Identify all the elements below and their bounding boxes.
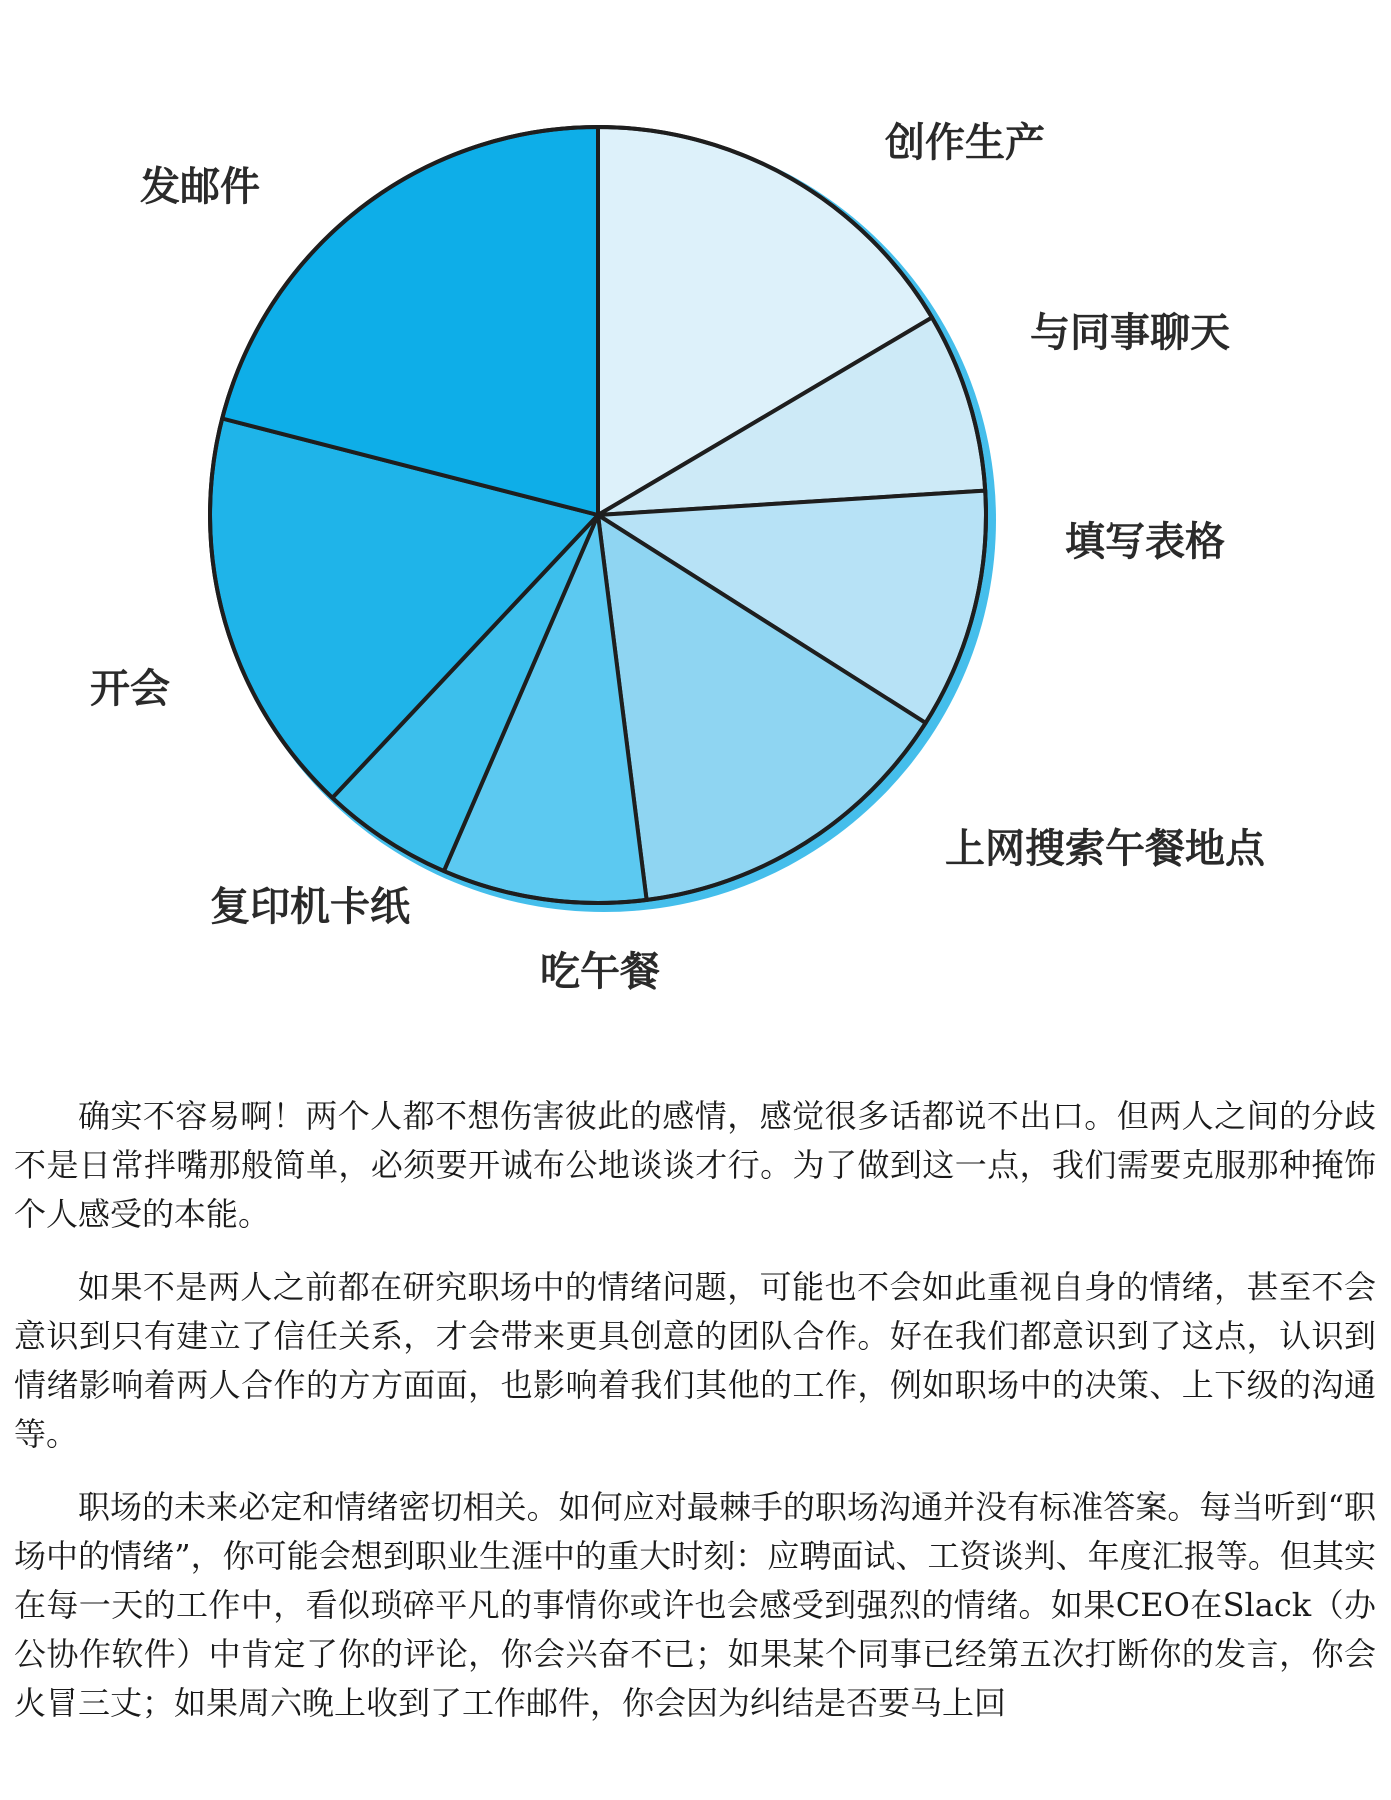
slice-label-6: 复印机卡纸 [210, 884, 410, 930]
slice-label-8: 发邮件 [140, 164, 260, 210]
paragraph-1: 确实不容易啊！两个人都不想伤害彼此的感情，感觉很多话都说不出口。但两人之间的分歧不是日常拌嘴那般简单，必须要开诚布公地谈谈才行。为了做到这一点，我们需要克服那种掩饰个人感受的本能。 [14, 1097, 1376, 1233]
article-body [14, 1092, 1376, 1752]
slice-label-7: 开会 [90, 666, 170, 712]
paragraph-2: 如果不是两人之前都在研究职场中的情绪问题，可能也不会如此重视自身的情绪，甚至不会意识到只有建立了信任关系，才会带来更具创意的团队合作。好在我们都意识到了这点，认识到情绪影响着两人合作的方方面面，也影响着我们其他的工作，例如职场中的决策、上下级的沟通等。 [14, 1268, 1376, 1453]
slice-label-2: 与同事聊天 [1030, 310, 1230, 356]
slice-label-5: 吃午餐 [540, 949, 660, 995]
slice-label-1: 创作生产 [885, 120, 1045, 166]
slice-label-4: 上网搜索午餐地点 [945, 826, 1265, 872]
slice-label-3: 填写表格 [1065, 519, 1225, 565]
paragraph-3: 职场的未来必定和情绪密切相关。如何应对最棘手的职场沟通并没有标准答案。每当听到“职场中的情绪”，你可能会想到职业生涯中的重大时刻：应聘面试、工资谈判、年度汇报等。但其实在每一天的工作中，看似琐碎平凡的事情你或许也会感受到强烈的情绪。如果CEO在Slack（办公协作软件）中肯定了你的评论，你会兴奋不已；如果某个同事已经第五次打断你的发言，你会火冒三丈；如果周六晚上收到了工作邮件，你会因为纠结是否要马上回 [14, 1488, 1376, 1722]
